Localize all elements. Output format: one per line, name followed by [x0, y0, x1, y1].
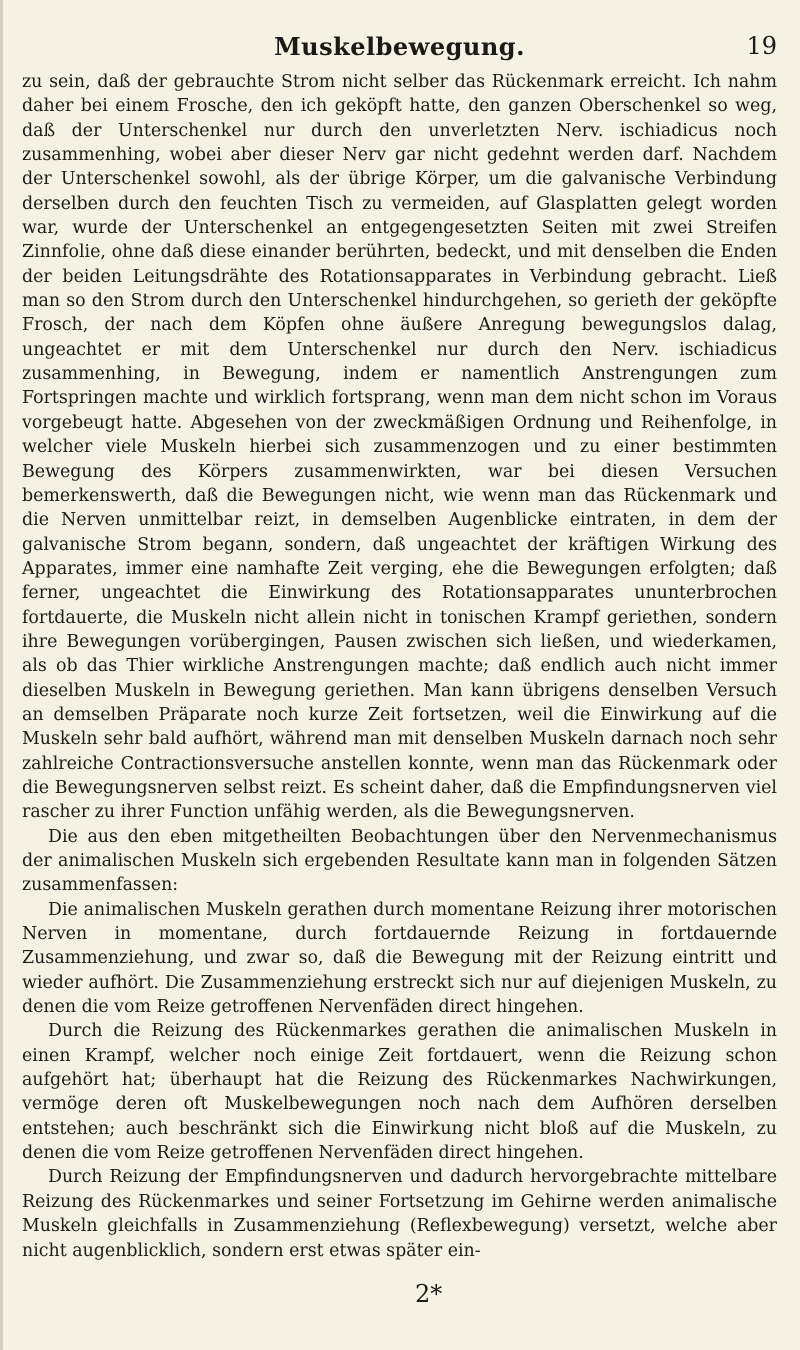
- paragraph-3: Die animalischen Muskeln gerathen durch momentane Reizung ihrer motorischen Nerven in momentane, durch fortdauernde Reizung in fortdauernde Zusammenziehung, und zwar so, daß die Bewegung mit der Reizung eintritt und wieder aufhört. Die Zusammenziehung erstreckt sich nur auf diejenigen Muskeln, zu denen die vom Reize getroffenen Nervenfäden direct hingehen.: [22, 899, 777, 1018]
- page-edge-shadow: [0, 0, 3, 1350]
- header-title: Muskelbewegung.: [274, 32, 525, 61]
- signature-mark: 2*: [415, 1280, 443, 1308]
- paragraph-4: Durch die Reizung des Rückenmarkes gerathen die animalischen Muskeln in einen Krampf, welcher noch einige Zeit fortdauert, wenn die Reizung schon aufgehört hat; überhaupt hat die Reizung des Rückenmarkes Nachwirkungen, vermöge deren oft Muskelbewegungen noch nach dem Aufhören derselben entstehen; auch beschränkt sich die Einwirkung nicht bloß auf die Muskeln, zu denen die vom Reize getroffenen Nervenfäden direct hingehen.: [22, 1021, 777, 1164]
- running-header: [22, 32, 777, 62]
- body-text: [22, 70, 777, 1263]
- paragraph-2: Die aus den eben mitgetheilten Beobachtungen über den Nervenmechanismus der animalischen Muskeln sich ergebenden Resultate kann man in folgenden Sätzen zusammenfassen:: [22, 826, 777, 896]
- paragraph-5: Durch Reizung der Empfindungsnerven und dadurch hervorgebrachte mittelbare Reizung des Rückenmarkes und seiner Fortsetzung im Gehirne werden animalische Muskeln gleichfalls in Zusammenziehung (Reflexbewegung) versetzt, welche aber nicht augenblicklich, sondern erst etwas später ein-: [22, 1167, 777, 1261]
- page-number: 19: [746, 32, 777, 60]
- paragraph-1: zu sein, daß der gebrauchte Strom nicht selber das Rückenmark erreicht. Ich nahm daher bei einem Frosche, den ich geköpft hatte, den ganzen Oberschenkel so weg, daß der Unterschenkel nur durch den unverletzten Nerv. ischiadicus noch zusammenhing, wobei aber dieser Nerv gar nicht gedehnt werden darf. Nachdem der Unterschenkel sowohl, als der übrige Körper, um die galvanische Verbindung derselben durch den feuchten Tisch zu vermeiden, auf Glasplatten gelegt worden war, wurde der Unterschenkel an entgegengesetzten Seiten mit zwei Streifen Zinnfolie, ohne daß diese einander berührten, bedeckt, und mit denselben die Enden der beiden Leitungsdrähte des Rotationsapparates in Verbindung gebracht. Ließ man so den Strom durch den Unterschenkel hindurchgehen, so gerieth der geköpfte Frosch, der nach dem Köpfen ohne äußere Anregung bewegungslos dalag, ungeachtet er mit dem Unterschenkel nur durch den Nerv. ischiadicus zusammenhing, in Bewegung, indem er namentlich Anstrengungen zum Fortspringen machte und wirklich fortsprang, wenn man dem nicht schon im Voraus vorgebeugt hatte. Abgesehen von der zweckmäßigen Ordnung und Reihenfolge, in welcher viele Muskeln hierbei sich zusammenzogen und zu einer bestimmten Bewegung des Körpers zusammenwirkten, war bei diesen Versuchen bemerkenswerth, daß die Bewegungen nicht, wie wenn man das Rückenmark und die Nerven unmittelbar reizt, in demselben Augenblicke eintraten, in dem der galvanische Strom begann, sondern, daß ungeachtet der kräftigen Wirkung des Apparates, immer eine namhafte Zeit verging, ehe die Bewegungen erfolgten; daß ferner, ungeachtet die Einwirkung des Rotationsapparates ununterbrochen fortdauerte, die Muskeln nicht allein nicht in tonischen Krampf geriethen, sondern ihre Bewegungen vorübergingen, Pausen zwischen sich ließen, und wiederkamen, als ob das Thier wirkliche Anstrengungen machte; daß endlich auch nicht immer dieselben Muskeln in Bewegung geriethen. Man kann übrigens denselben Versuch an demselben Präparate noch kurze Zeit fortsetzen, weil die Einwirkung auf die Muskeln sehr bald aufhört, während man mit denselben Muskeln darnach noch sehr zahlreiche Contractionsversuche anstellen konnte, wenn man das Rückenmark oder die Bewegungsnerven selbst reizt. Es scheint daher, daß die Empfindungsnerven viel rascher zu ihrer Function unfähig werden, als die Bewegungsnerven.: [22, 72, 777, 823]
